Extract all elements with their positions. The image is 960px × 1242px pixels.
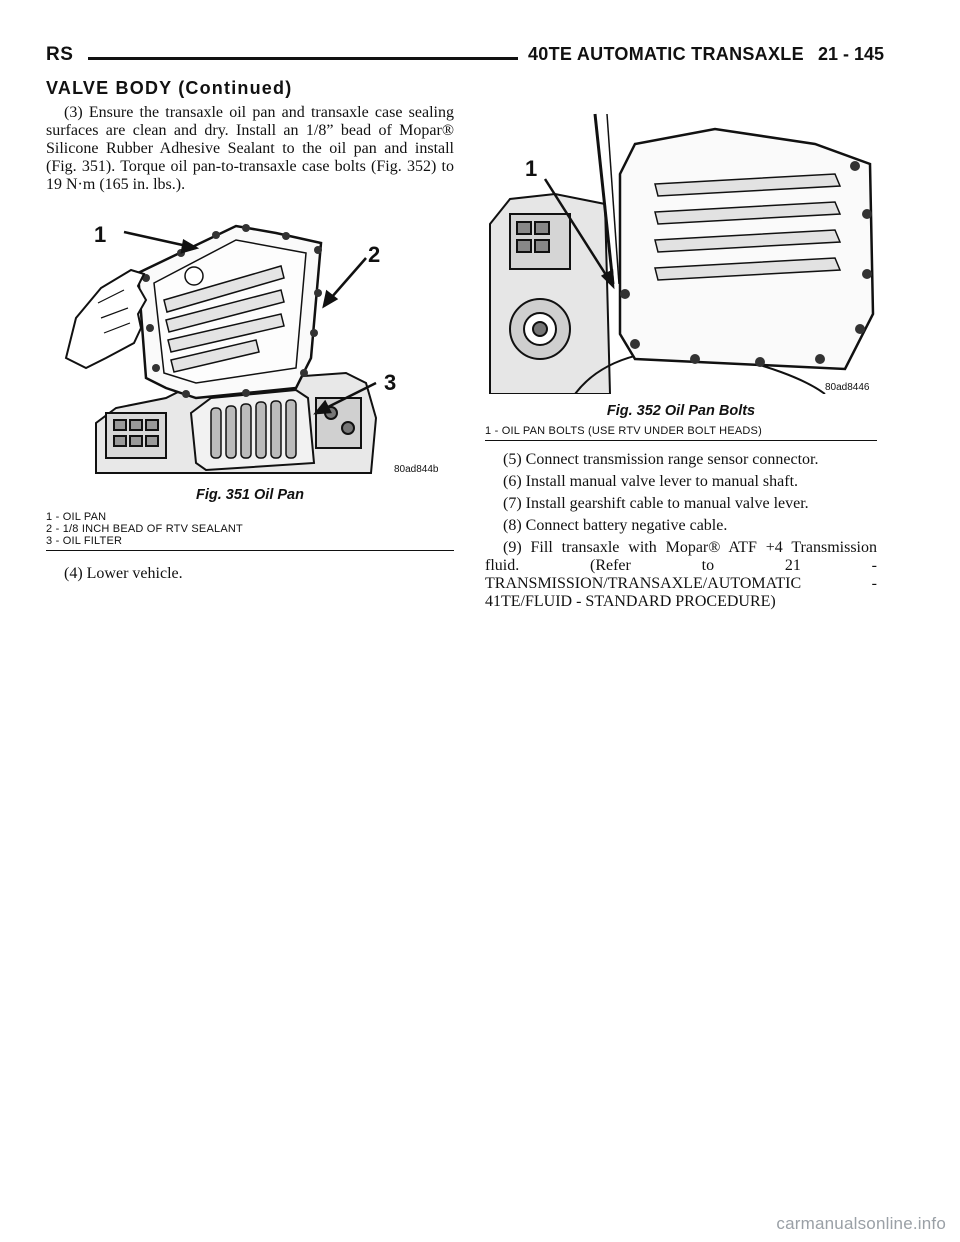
right-column xyxy=(485,104,877,611)
section-code: RS xyxy=(46,44,74,65)
figure-352 xyxy=(485,104,877,441)
legend-item: 2 - 1/8 INCH BEAD OF RTV SEALANT xyxy=(46,523,243,535)
oil-pan-drawing xyxy=(620,129,873,369)
figure-rule xyxy=(485,440,877,441)
image-code: 80ad8446 xyxy=(825,382,870,393)
figure-351 xyxy=(46,208,454,551)
figure-caption: Fig. 351 Oil Pan xyxy=(196,487,304,503)
figure-caption: Fig. 352 Oil Pan Bolts xyxy=(606,403,756,419)
image-code: 80ad844b xyxy=(394,464,439,475)
figure-legend xyxy=(46,511,454,547)
step-list xyxy=(485,451,877,611)
legend-item: 1 - OIL PAN xyxy=(46,511,107,523)
callout-1: 1 xyxy=(94,222,107,247)
left-column xyxy=(46,104,454,583)
oil-filter-drawing xyxy=(191,390,314,470)
header-rule xyxy=(88,57,518,60)
figure-rule xyxy=(46,550,454,551)
hand-drawing xyxy=(66,270,146,368)
step-8-text: (8) Connect battery negative cable. xyxy=(503,517,728,534)
step-3-text: (3) Ensure the transaxle oil pan and transaxle case sealing surfaces are clean and dry. Install an 1/8” bead of Mopar® Silicone Rubber Adhesive Sealant to the oil pan and install (Fig. 351). Torque oil pan-to-transaxle case bolts (Fig. 352) to 19 N·m (165 in. lbs.). xyxy=(46,104,454,193)
legend-item: 3 - OIL FILTER xyxy=(46,535,123,547)
page-number: 21 - 145 xyxy=(817,44,884,64)
callout-2: 2 xyxy=(368,242,381,267)
step-6-text: (6) Install manual valve lever to manual shaft. xyxy=(503,473,799,490)
oil-pan-bolts-illustration xyxy=(485,104,877,394)
oil-pan-drawing xyxy=(138,224,322,398)
manual-title: 40TE AUTOMATIC TRANSAXLE xyxy=(528,44,804,64)
section-heading: VALVE BODY (Continued) xyxy=(46,78,293,98)
step-7-text: (7) Install gearshift cable to manual valve lever. xyxy=(503,495,809,512)
step-5-text: (5) Connect transmission range sensor connector. xyxy=(503,451,819,468)
figure-legend xyxy=(485,425,877,437)
step-9-text: (9) Fill transaxle with Mopar® ATF +4 Transmission fluid. (Refer to 21 - TRANSMISSION/TRANSAXLE/AUTOMATIC - 41TE/FLUID - STANDARD PROCEDURE) xyxy=(485,539,877,610)
callout-3: 3 xyxy=(384,370,397,395)
oil-pan-illustration xyxy=(46,208,454,478)
step-4-text: (4) Lower vehicle. xyxy=(64,565,183,582)
watermark: carmanualsonline.info xyxy=(776,1214,946,1233)
legend-item: 1 - OIL PAN BOLTS (USE RTV UNDER BOLT HEADS) xyxy=(485,425,762,437)
callout-1: 1 xyxy=(525,156,538,181)
